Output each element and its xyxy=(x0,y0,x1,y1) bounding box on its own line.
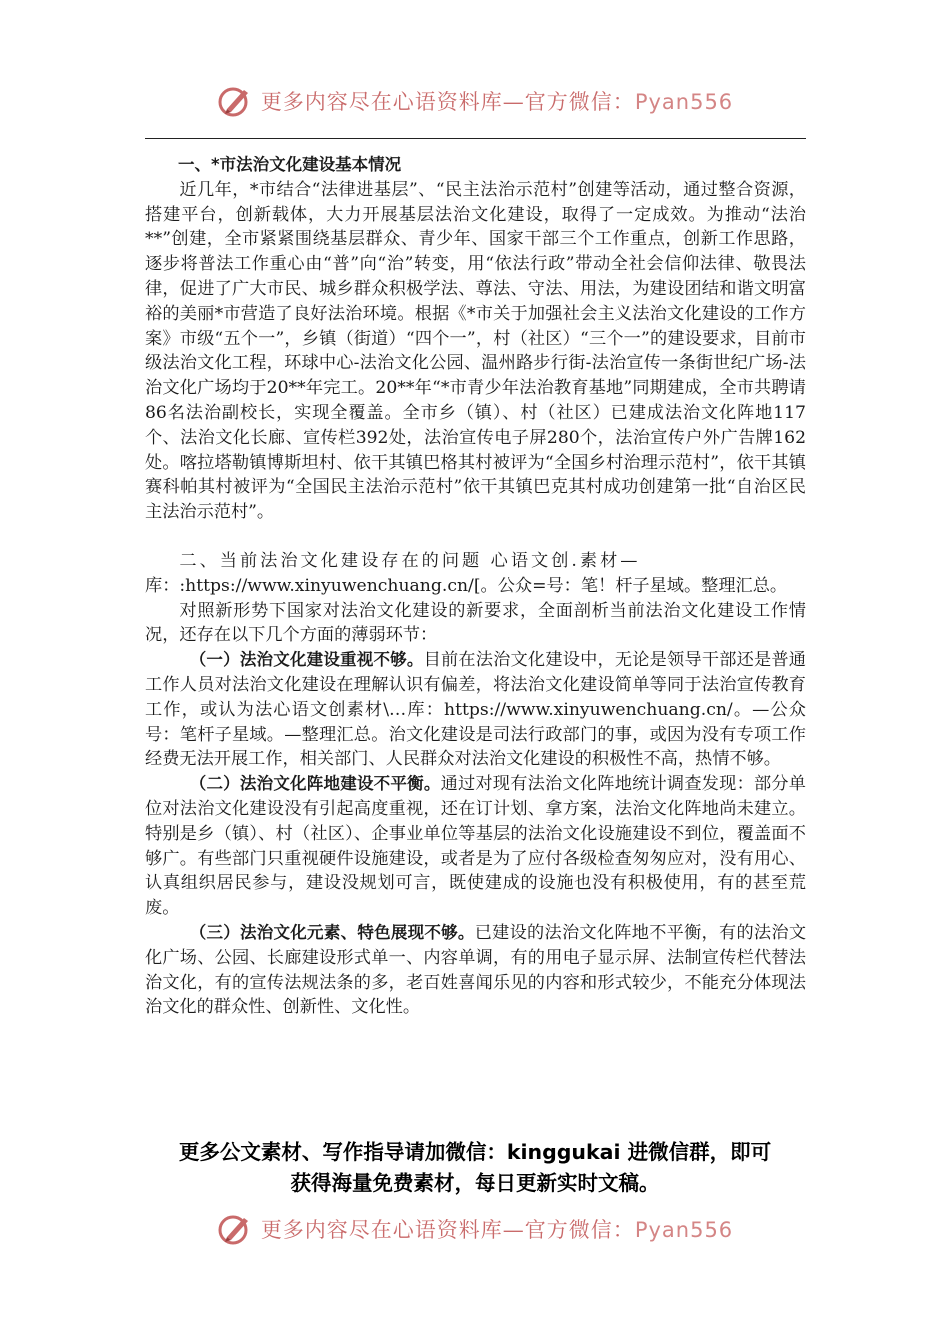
section2-heading-line1: 二、当前法治文化建设存在的问题 心语文创.素材— xyxy=(179,550,641,571)
item-1-text: 目前在法治文化建设中，无论是领导干部还是普通工作人员对法治文化建设在理解认识有偏差，将法治文化建设简单等同于法治宣传教育工作，或认为法心语文创素材\…库：https://www.xinyuwenchuang.cn/。—公众号：笔杆子星域。—整理汇总。治文化建设是司法行政部门的事，或因为没有专项工作经费无法开展工作，相关部门、人民群众对法治文化建设的积极性不高，热情不够。 xyxy=(145,650,806,770)
item-2-title: （二）法治文化阵地建设不平衡。 xyxy=(189,774,441,794)
paragraph-gap xyxy=(145,525,806,549)
section2-item-1 xyxy=(145,648,806,772)
item-2-text: 通过对现有法治文化阵地统计调查发现：部分单位对法治文化建设没有引起高度重视，还在订计划、拿方案，法治文化阵地尚未建立。特别是乡（镇）、村（社区）、企事业单位等基层的法治文化设施建设不到位，覆盖面不够广。有些部门只重视硬件设施建设，或者是为了应付各级检查匆匆应对，没有用心、认真组织居民参与，建设没规划可言，既使建成的设施也没有积极使用，有的甚至荒废。 xyxy=(145,774,806,919)
item-3-title: （三）法治文化元素、特色展现不够。 xyxy=(189,922,475,942)
item-3-text: 已建设的法治文化阵地不平衡，有的法治文化广场、公园、长廊建设形式单一、内容单调，有的用电子显示屏、法制宣传栏代替法治文化，有的宣传法规法条的多，老百姓喜闻乐见的内容和形式较少，不能充分体现法治文化的群众性、创新性、文化性。 xyxy=(145,922,807,1018)
section1-paragraph: 近几年，*市结合“法律进基层”、“民主法治示范村”创建等活动，通过整合资源，搭建平台，创新载体，大力开展基层法治文化建设，取得了一定成效。为推动“法治**”创建，全市紧紧围绕基层群众、青少年、国家干部三个工作重点，创新工作思路，逐步将普法工作重心由“普”向“治”转变，用“依法行政”带动全社会信仰法律、敬畏法律，促进了广大市民、城乡群众积极学法、尊法、守法、用法，为建设团结和谐文明富裕的美丽*市营造了良好法治环境。根据《*市关于加强社会主义法治文化建设的工作方案》市级“五个一”，乡镇（街道）“四个一”，村（社区）“三个一”的建设要求，目前市级法治文化工程，环球中心-法治文化公园、温州路步行街-法治宣传一条街世纪广场-法治文化广场均于20**年完工。20**年“*市青少年法治教育基地”同期建成，全市共聘请86名法治副校长，实现全覆盖。全市乡（镇）、村（社区）已建成法治文化阵地117个、法治文化长廊、宣传栏392处，法治宣传电子屏280个，法治宣传户外广告牌162处。喀拉塔勒镇博斯坦村、依干其镇巴格其村被评为“全国乡村治理示范村”，依干其镇赛科帕其村被评为“全国民主法治示范村”依干其镇巴克其村成功创建第一批“自治区民主法治示范村”。 xyxy=(145,179,806,523)
brand-text xyxy=(261,1214,733,1244)
brand-text-main: 更多内容尽在心语资料库—官方微信： xyxy=(260,1218,635,1242)
section2-item-2 xyxy=(145,772,806,921)
item-1-title: （一）法治文化建设重视不够。 xyxy=(189,650,424,670)
promo-line-2: 获得海量免费素材，每日更新实时文稿。 xyxy=(290,1171,660,1195)
pen-circle-icon xyxy=(217,1211,253,1247)
document-body xyxy=(145,153,806,1020)
header-brand-banner xyxy=(0,79,950,123)
brand-text xyxy=(261,86,733,116)
footer-brand-banner xyxy=(0,1207,950,1251)
section2-item-3 xyxy=(145,921,806,1020)
brand-wechat-id: Pyan556 xyxy=(634,90,734,114)
promo-line-1: 更多公文素材、写作指导请加微信：kinggukai 进微信群，即可 xyxy=(178,1140,772,1164)
section1-heading: 一、*市法治文化建设基本情况 xyxy=(178,155,402,174)
brand-text-main: 更多内容尽在心语资料库—官方微信： xyxy=(260,90,635,114)
header-divider xyxy=(145,138,806,139)
section2-heading-line2: 库：:https://www.xinyuwenchuang.cn/[。公众=号：笔！杆子星域。整理汇总。 xyxy=(145,575,788,596)
promo-notice xyxy=(100,1137,850,1199)
brand-wechat-id: Pyan556 xyxy=(634,1218,734,1242)
section2-intro: 对照新形势下国家对法治文化建设的新要求，全面剖析当前法治文化建设工作情况，还存在以下几个方面的薄弱环节： xyxy=(145,600,806,646)
pen-circle-icon xyxy=(217,83,253,119)
